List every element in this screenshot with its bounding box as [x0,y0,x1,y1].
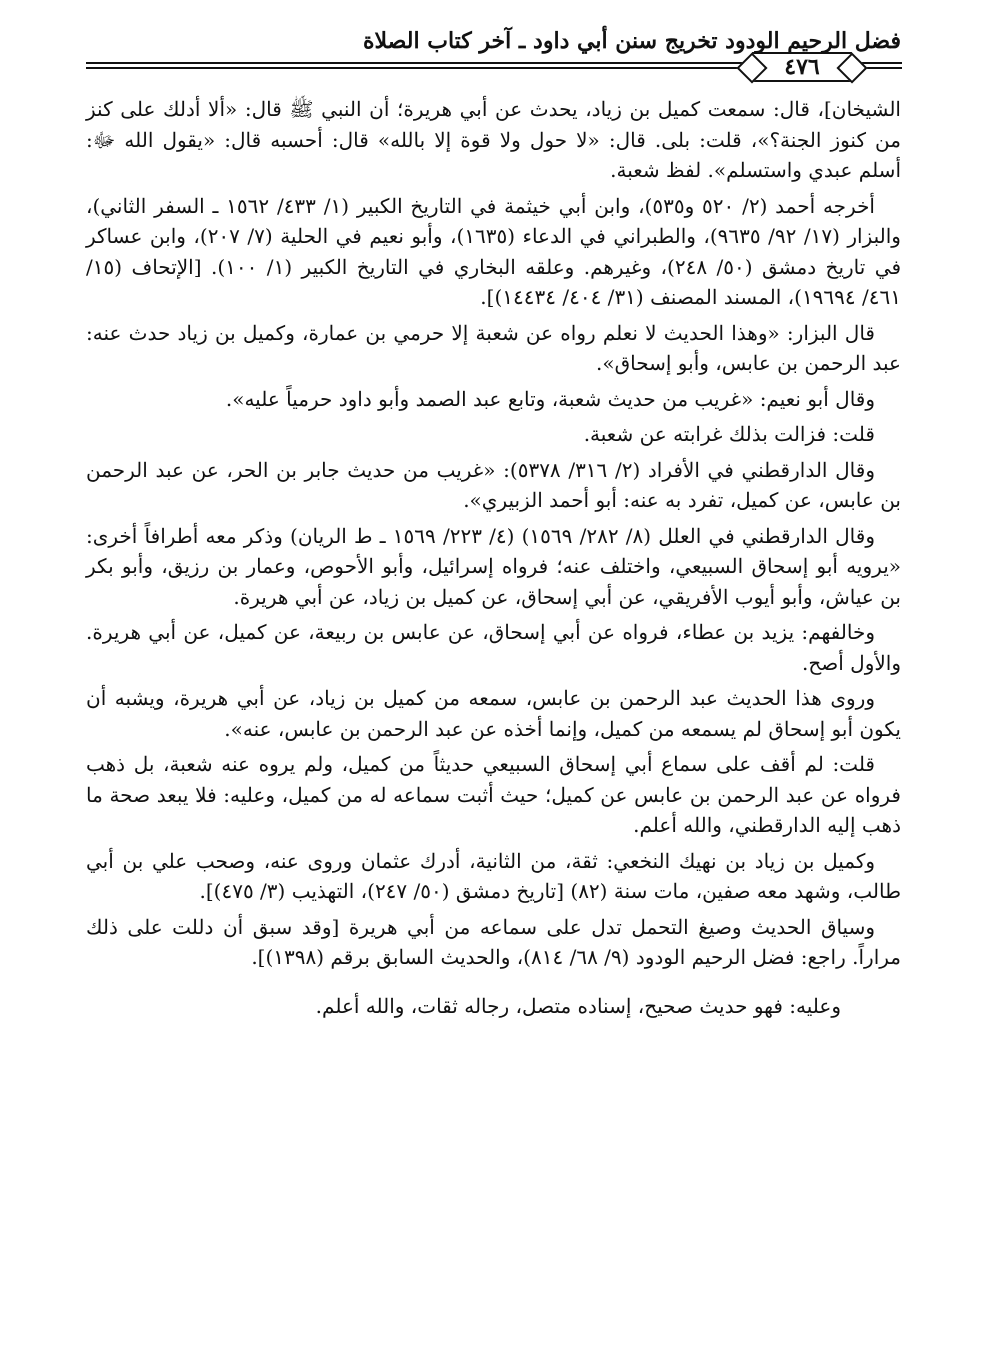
body-text [86,94,901,1026]
header-rule [86,67,746,69]
header-rule [86,62,746,64]
paragraph: وروى هذا الحديث عبد الرحمن بن عابس، سمعه من كميل بن زياد، عن أبي هريرة، ويشبه أن يكون أبو إسحاق لم يسمعه من كميل، وإنما أخذه عن عبد الرحمن بن عابس، عنه». [86,686,901,741]
paragraph: الشيخان]، قال: سمعت كميل بن زياد، يحدث عن أبي هريرة؛ أن النبي ﷺ قال: «ألا أدلك على كنز من كنوز الجنة؟»، قلت: بلى. قال: «لا حول ولا قوة إلا بالله» قال: أحسبه قال: «يقول الله ﷻ: أسلم عبدي واستسلم». لفظ شعبة. [86,97,901,182]
paragraph: وخالفهم: يزيد بن عطاء، فرواه عن أبي إسحاق، عن عابس بن ربيعة، عن كميل، عن أبي هريرة. والأول أصح. [86,620,901,675]
paragraph: قلت: فزالت بذلك غرابته عن شعبة. [583,422,875,446]
header-rule [858,62,902,64]
paragraph: وكميل بن زياد بن نهيك النخعي: ثقة، من الثانية، أدرك عثمان وروى عنه، وصحب علي بن أبي طالب، وشهد معه صفين، مات سنة (٨٢) [تاريخ دمشق (٥٠/ ٢٤٧)، التهذيب (٣/ ٤٧٥)]. [86,848,901,903]
page-number: ٤٧٦ [784,54,820,80]
paragraph: قلت: لم أقف على سماع أبي إسحاق السبيعي حديثاً من كميل، ولم يروه عنه شعبة، بل ذهب فرواه عن عبد الرحمن بن عابس عن كميل؛ حيث أثبت سماعه له من كميل، وعليه: فلا يبعد صحة ما ذهب إليه الدارقطني، والله أعلم. [86,752,901,837]
paragraph: أخرجه أحمد (٢/ ٥٢٠ و٥٣٥)، وابن أبي خيثمة في التاريخ الكبير (١/ ٤٣٣/ ١٥٦٢ ـ السفر الثاني)، والبزار (١٧/ ٩٢/ ٩٦٣٥)، والطبراني في الدعاء (١٦٣٥)، وأبو نعيم في الحلية (٧/ ٢٠٧)، وابن عساكر في تاريخ دمشق (٥٠/ ٢٤٨)، وغيرهم. وعلقه البخاري في التاريخ الكبير (١/ ١٠٠). [الإتحاف (١٥/ ٤٦١/ ١٩٦٩٤)، المسند المصنف (٣١/ ٤٠٤/ ١٤٤٣٤)]. [86,193,902,309]
running-title: فضل الرحيم الودود تخريج سنن أبي داود ـ آخر كتاب الصلاة [363,28,901,54]
paragraph: وقال أبو نعيم: «غريب من حديث شعبة، وتابع عبد الصمد وأبو داود حرمياً عليه». [225,386,875,411]
paragraph: وقال الدارقطني في الأفراد (٢/ ٣١٦/ ٥٣٧٨): «غريب من حديث جابر بن الحر، عن عبد الرحمن بن عابس، عن كميل، تفرد به عنه: أبو أحمد الزبيري». [86,457,901,512]
paragraph: وقال الدارقطني في العلل (٨/ ٢٨٢/ ١٥٦٩) (٤/ ٢٢٣/ ١٥٦٩ ـ ط الريان) وذكر معه أطرافاً أخرى: «يرويه أبو إسحاق السبيعي، واختلف عنه؛ فرواه إسرائيل، وأبو الأحوص، وعمار بن رزيق، وأبو بكر بن عياش، وأبو أيوب الأفريقي، عن أبي إسحاق، عن كميل بن زياد، عن أبي هريرة. [86,523,901,609]
page-number-ornament [752,52,852,82]
paragraph: وسياق الحديث وصيغ التحمل تدل على سماعه من أبي هريرة [وقد سبق أن دللت على ذلك مراراً. راجع: فضل الرحيم الودود (٩/ ٦٨/ ٨١٤)، والحديث السابق برقم (١٣٩٨)]. [86,914,901,969]
conclusion-paragraph: وعليه: فهو حديث صحيح، إسناده متصل، رجاله ثقات، والله أعلم. [315,993,841,1018]
paragraph: قال البزار: «وهذا الحديث لا نعلم رواه عن شعبة إلا حرمي بن عمارة، وكميل بن زياد حدث عنه: عبد الرحمن بن عابس، وأبو إسحاق». [86,320,901,375]
